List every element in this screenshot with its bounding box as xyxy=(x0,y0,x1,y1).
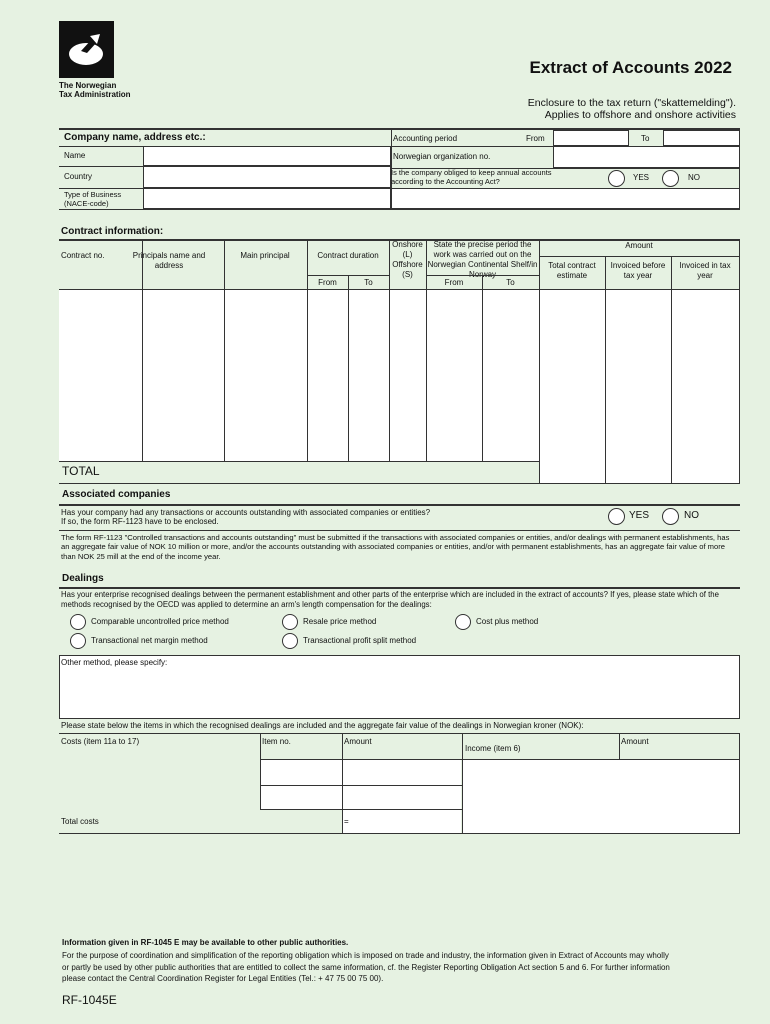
obliged-no-label: NO xyxy=(688,173,700,182)
item-no-label: Item no. xyxy=(262,737,291,746)
associated-heading: Associated companies xyxy=(62,489,171,500)
col-precise-period: State the precise period the work was carried out on the Norwegian Continental Shelf/in Norway xyxy=(427,240,538,279)
other-method-label: Other method, please specify: xyxy=(61,658,168,667)
method-cup-radio[interactable] xyxy=(70,614,86,630)
company-heading: Company name, address etc.: xyxy=(64,132,206,143)
period-to-column[interactable] xyxy=(482,289,539,461)
associated-yes-radio[interactable] xyxy=(608,508,625,525)
col-amount: Amount xyxy=(625,241,653,250)
obliged-yes-radio[interactable] xyxy=(608,170,625,187)
method-profit-split-label: Transactional profit split method xyxy=(303,636,417,645)
invoiced-before-column[interactable] xyxy=(605,289,671,483)
period-to-label: To xyxy=(641,134,650,143)
items-prompt: Please state below the items in which the recognised dealings are included and the aggregate fair value of the dealings in Norwegian kroner (NOK): xyxy=(61,721,584,730)
col-invoiced-before: Invoiced before tax year xyxy=(610,261,666,280)
org-number-field[interactable] xyxy=(553,146,740,168)
invoiced-in-column[interactable] xyxy=(671,289,739,483)
col-invoiced-in: Invoiced in tax year xyxy=(679,261,731,280)
associated-question-1: Has your company had any transactions or accounts outstanding with associated companies or entities? xyxy=(61,508,431,517)
contract-heading: Contract information: xyxy=(61,226,164,237)
item-no-field-1[interactable] xyxy=(260,760,342,785)
method-cup-label: Comparable uncontrolled price method xyxy=(91,617,229,626)
form-code: RF-1045E xyxy=(62,993,117,1007)
page-title: Extract of Accounts 2022 xyxy=(529,58,732,77)
method-resale-radio[interactable] xyxy=(282,614,298,630)
total-estimate-column[interactable] xyxy=(539,289,605,483)
duration-from-column[interactable] xyxy=(307,289,348,461)
income-amount-field[interactable] xyxy=(462,759,739,833)
col-onshore-offshore: Onshore (L) Offshore (S) xyxy=(392,240,423,279)
amount-label: Amount xyxy=(344,737,372,746)
total-costs-label: Total costs xyxy=(61,817,99,826)
contract-total-label: TOTAL xyxy=(62,464,100,478)
col-contract-duration: Contract duration xyxy=(317,251,379,260)
amount-field-1[interactable] xyxy=(342,760,461,785)
costs-label: Costs (item 11a to 17) xyxy=(61,737,140,746)
dealings-heading: Dealings xyxy=(62,573,104,584)
page-subtitle-2: Applies to offshore and onshore activities xyxy=(544,109,736,121)
amount-right-label: Amount xyxy=(621,737,649,746)
dealings-question: Has your enterprise recognised dealings between the permanent establishment and other parts of the enterprise which are included in the extract of accounts? If yes, please state which of the methods recognised by the OECD was applied to determine an arm's length compensation for the dealings: xyxy=(61,590,719,609)
col-contract-no: Contract no. xyxy=(61,251,105,260)
method-profit-split-radio[interactable] xyxy=(282,633,298,649)
item-no-field-2[interactable] xyxy=(260,785,342,809)
col-duration-from: From xyxy=(318,278,337,287)
col-period-from: From xyxy=(444,278,464,287)
period-from-column[interactable] xyxy=(426,289,482,461)
page-subtitle-1: Enclosure to the tax return ("skattemelding"). xyxy=(527,97,736,109)
method-resale-label: Resale price method xyxy=(303,617,377,626)
onshore-column[interactable] xyxy=(389,289,426,461)
col-principal: Principals name and address xyxy=(132,251,206,270)
associated-yes-label: YES xyxy=(629,510,650,521)
amount-field-2[interactable] xyxy=(342,785,461,809)
total-costs-field[interactable] xyxy=(342,809,461,833)
income-label: Income (item 6) xyxy=(465,744,521,753)
contract-no-column[interactable] xyxy=(59,289,142,461)
logo-text-2: Tax Administration xyxy=(59,90,131,99)
info-heading: Information given in RF-1045 E may be available to other public authorities. xyxy=(62,938,349,947)
method-tnmm-label: Transactional net margin method xyxy=(91,636,208,645)
equals-sign: = xyxy=(344,817,349,826)
business-field[interactable] xyxy=(143,188,391,209)
name-label: Name xyxy=(64,151,86,160)
country-label: Country xyxy=(64,172,93,181)
country-field[interactable] xyxy=(143,166,391,188)
col-total-estimate: Total contract estimate xyxy=(548,261,596,280)
logo-text-1: The Norwegian xyxy=(59,81,117,90)
method-tnmm-radio[interactable] xyxy=(70,633,86,649)
col-main-principal: Main principal xyxy=(240,251,290,260)
associated-question-2: If so, the form RF-1123 have to be enclosed. xyxy=(61,517,219,526)
org-number-label: Norwegian organization no. xyxy=(393,152,491,161)
name-field[interactable] xyxy=(143,146,391,166)
associated-no-radio[interactable] xyxy=(662,508,679,525)
associated-note: The form RF-1123 "Controlled transactions and accounts outstanding" must be submitted if the transactions with associated companies or entities, and/or dealings with permanent establishments, has an aggregate fair value of NOK 10 million or more, and/or the accounts outstanding with associated companies or entities, and/or with permanent establishments, has an aggregate fair value of more than NOK 25 mill at the end of the income year. xyxy=(61,533,730,561)
period-from-label: From xyxy=(526,134,545,143)
obliged-label: Is the company obliged to keep annual accounts according to the Accounting Act? xyxy=(391,168,552,186)
method-cost-plus-label: Cost plus method xyxy=(476,617,539,626)
col-period-to: To xyxy=(506,278,515,287)
method-cost-plus-radio[interactable] xyxy=(455,614,471,630)
period-label: Accounting period xyxy=(393,134,458,143)
info-text: For the purpose of coordination and simplification of the reporting obligation which is imposed on trade and industry, the information given in Extract of Accounts may wholly or partly be used by other public authorities that are entitled to collect the same information, cf. the Register Reporting Obligation Act section 5 and 6. For further information please contact the Central Coordination Register for Legal Entities (Tel.: + 47 75 00 75 00). xyxy=(62,951,670,983)
principal-column[interactable] xyxy=(142,289,224,461)
obliged-yes-label: YES xyxy=(633,173,650,182)
logo xyxy=(59,21,114,78)
logo-emblem-icon xyxy=(59,21,114,78)
business-label: Type of Business (NACE-code) xyxy=(64,190,122,208)
main-principal-column[interactable] xyxy=(224,289,307,461)
col-duration-to: To xyxy=(364,278,373,287)
business-field-right[interactable] xyxy=(391,188,740,209)
duration-to-column[interactable] xyxy=(348,289,389,461)
period-from-field[interactable] xyxy=(553,130,629,146)
associated-no-label: NO xyxy=(684,510,699,521)
obliged-no-radio[interactable] xyxy=(662,170,679,187)
period-to-field[interactable] xyxy=(663,130,740,146)
